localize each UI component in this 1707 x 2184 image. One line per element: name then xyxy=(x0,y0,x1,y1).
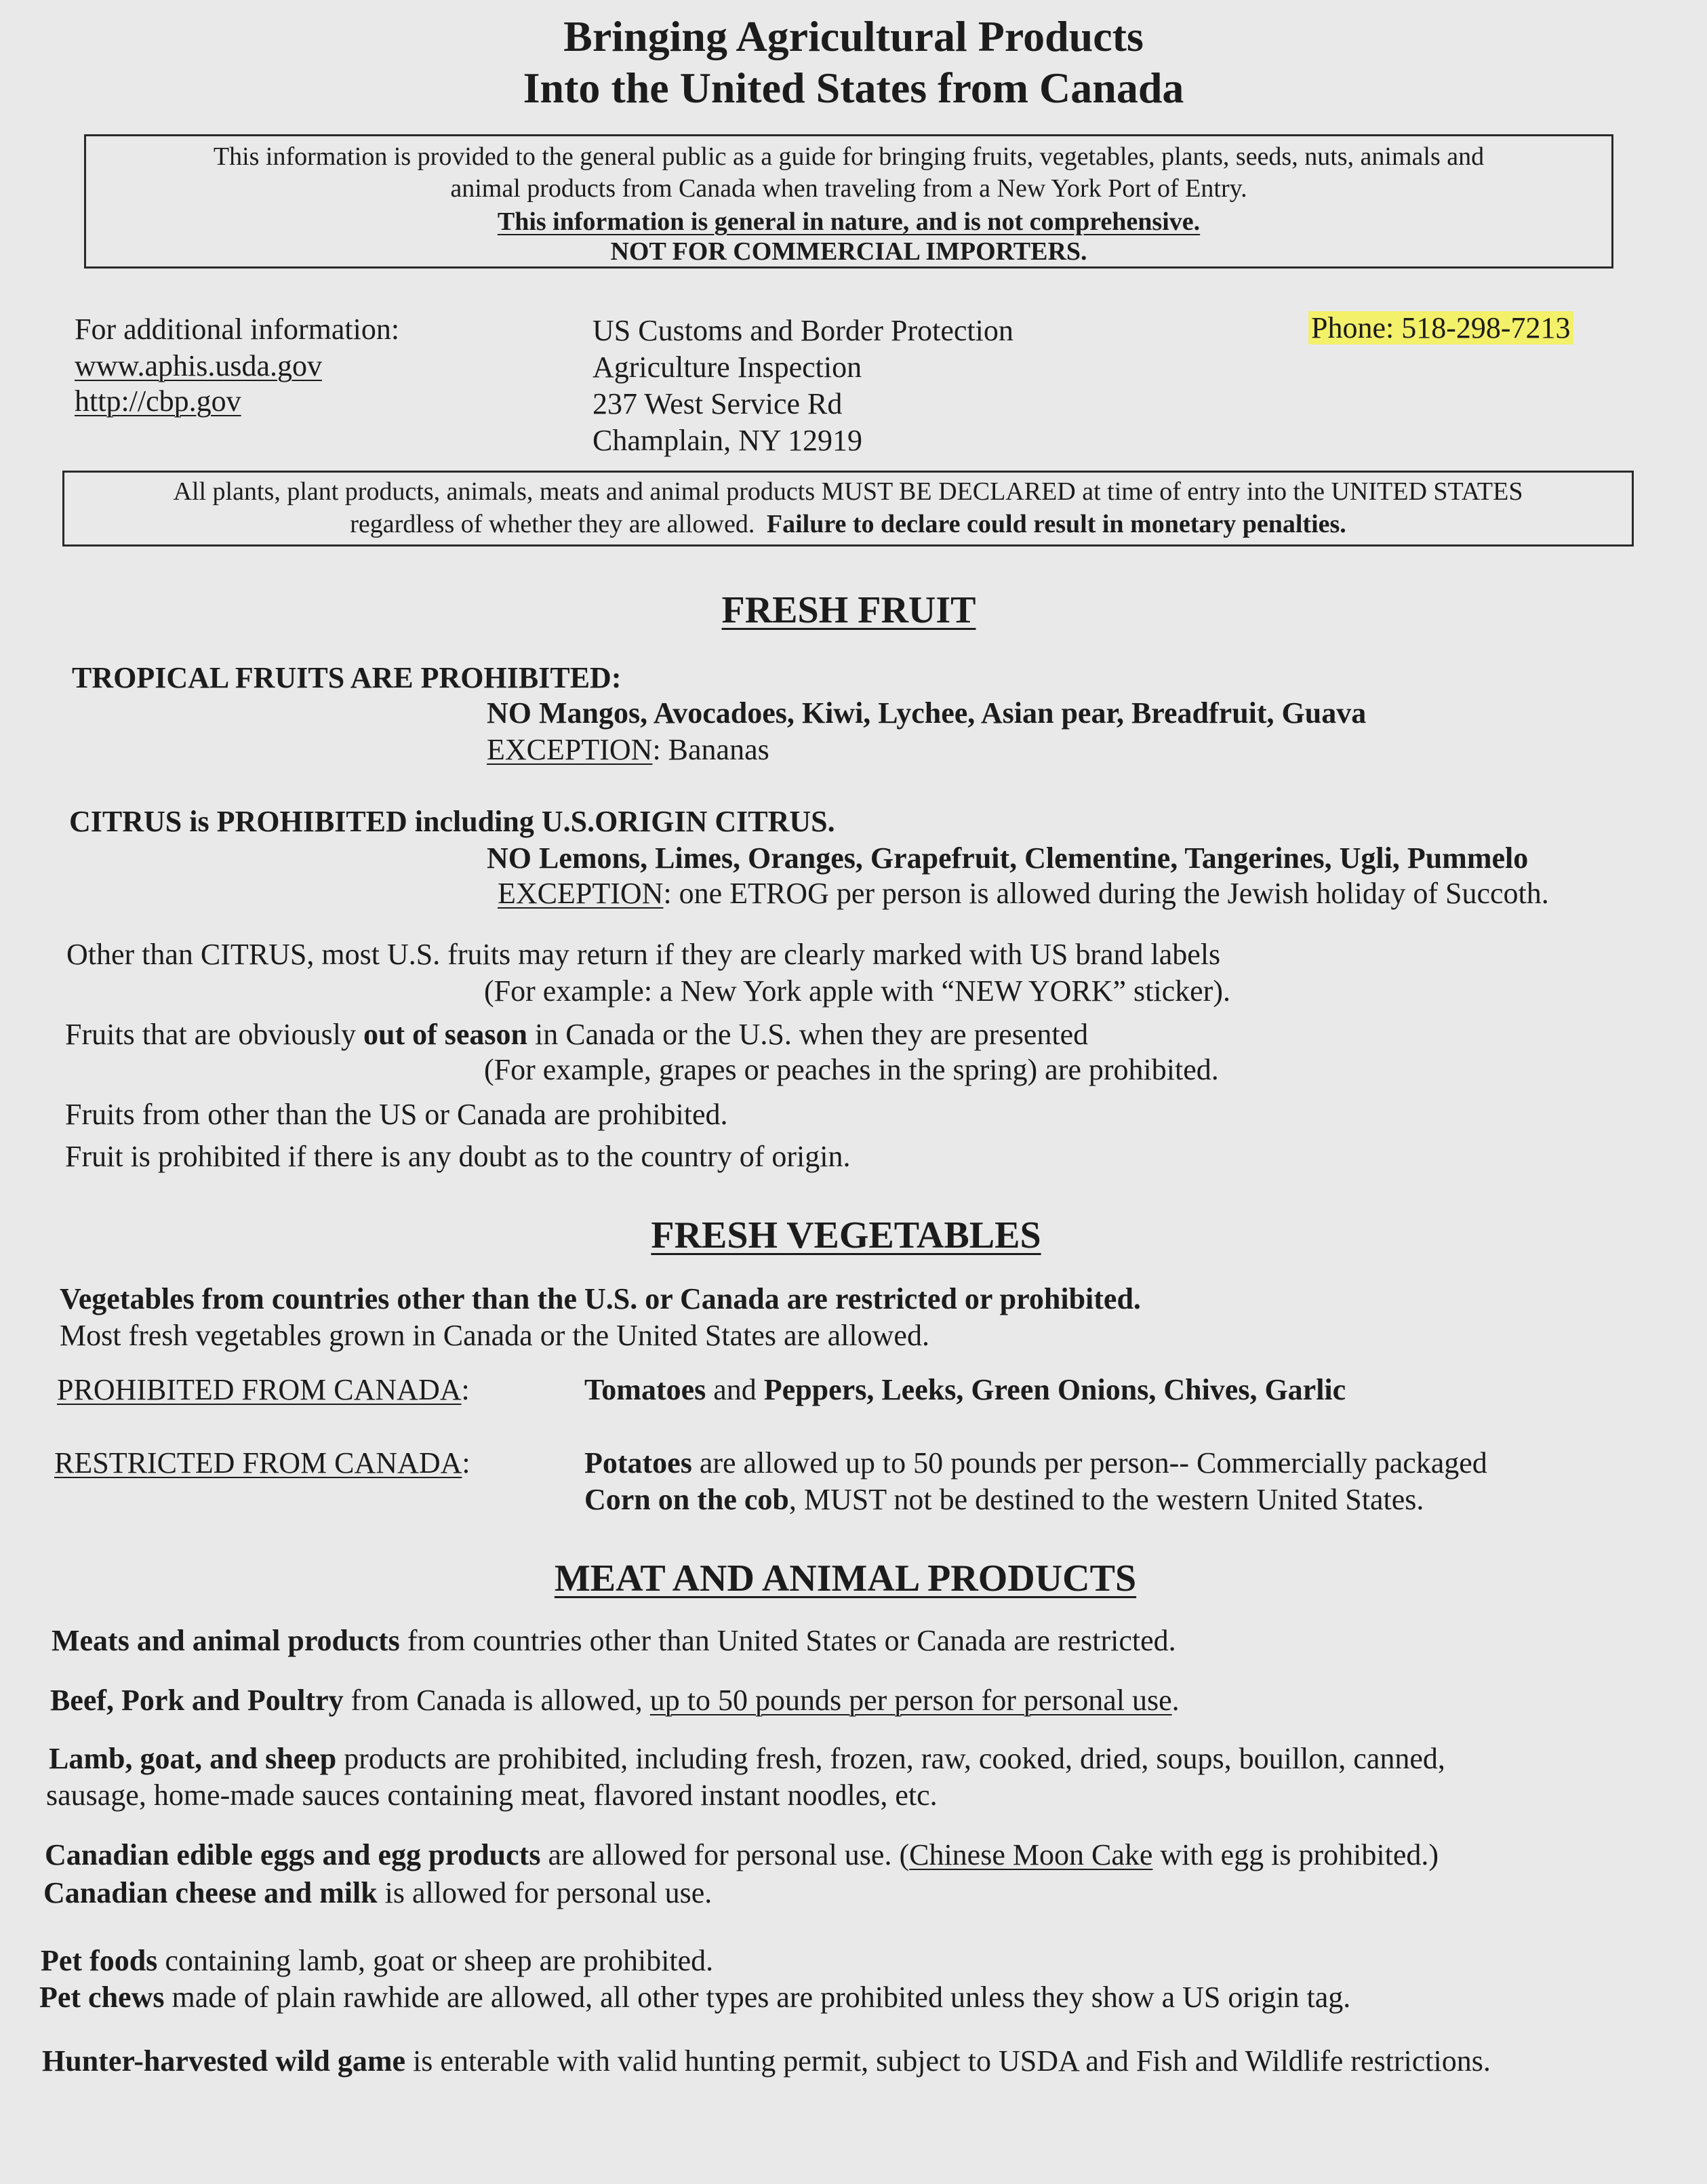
meat-p2-text: from Canada is allowed, xyxy=(343,1684,650,1717)
potatoes-bold: Potatoes xyxy=(584,1446,692,1480)
meat-p4-text: are allowed for personal use. ( xyxy=(540,1838,910,1871)
intro-box xyxy=(84,134,1613,269)
declare-penalty: Failure to declare could result in monetary penalties. xyxy=(766,510,1346,538)
meat-p7-text: made of plain rawhide are allowed, all other types are prohibited unless they show a US origin tag. xyxy=(164,1981,1351,2014)
meat-p5-text: is allowed for personal use. xyxy=(377,1876,712,1909)
prohibited-and: and xyxy=(706,1373,764,1406)
meat-p2-limit: up to 50 pounds per person for personal use xyxy=(649,1684,1172,1717)
restricted-label: RESTRICTED FROM CANADA xyxy=(54,1446,462,1480)
title-line-1: Bringing Agricultural Products xyxy=(563,12,1144,60)
us-fruit-line-2: (For example: a New York apple with “NEW YORK” sticker). xyxy=(484,974,1230,1008)
more-info-label: For additional information: xyxy=(75,313,400,346)
intro-line-2: animal products from Canada when traveling from a New York Port of Entry. xyxy=(450,174,1247,203)
meat-p5-bold: Canadian cheese and milk xyxy=(43,1876,378,1909)
phone-number: Phone: 518-298-7213 xyxy=(1308,311,1573,344)
meat-p4-end: with egg is prohibited.) xyxy=(1152,1838,1439,1871)
meat-heading: MEAT AND ANIMAL PRODUCTS xyxy=(554,1557,1137,1600)
address-line-4: Champlain, NY 12919 xyxy=(593,424,862,457)
meat-p8-bold: Hunter-harvested wild game xyxy=(42,2044,406,2078)
restricted-colon: : xyxy=(462,1446,470,1480)
address-line-2: Agriculture Inspection xyxy=(593,351,862,384)
prohibited-list: Peppers, Leeks, Green Onions, Chives, Garlic xyxy=(763,1373,1346,1406)
tropical-list: NO Mangos, Avocadoes, Kiwi, Lychee, Asian pear, Breadfruit, Guava xyxy=(487,696,1367,730)
tropical-exception-label: EXCEPTION xyxy=(487,733,653,766)
prohibited-label: PROHIBITED FROM CANADA xyxy=(57,1373,462,1406)
potatoes-text: are allowed up to 50 pounds per person-- Commercially packaged xyxy=(691,1446,1487,1480)
address-line-1: US Customs and Border Protection xyxy=(593,314,1013,347)
fresh-fruit-heading: FRESH FRUIT xyxy=(721,589,976,631)
meat-p6-bold: Pet foods xyxy=(41,1944,158,1977)
aphis-link[interactable]: www.aphis.usda.gov xyxy=(75,349,322,382)
season-bold: out of season xyxy=(363,1018,527,1051)
tropical-title: TROPICAL FRUITS ARE PROHIBITED: xyxy=(72,661,622,694)
fresh-vegetables-heading: FRESH VEGETABLES xyxy=(651,1214,1041,1256)
declare-box xyxy=(62,471,1634,547)
citrus-list: NO Lemons, Limes, Oranges, Grapefruit, Clementine, Tangerines, Ugli, Pummelo xyxy=(487,841,1529,875)
us-fruit-line-1: Other than CITRUS, most U.S. fruits may return if they are clearly marked with US brand labels xyxy=(66,938,1221,971)
meat-p7-bold: Pet chews xyxy=(39,1981,165,2014)
doubt-line: Fruit is prohibited if there is any doubt as to the country of origin. xyxy=(65,1140,851,1173)
citrus-exception-label: EXCEPTION xyxy=(498,877,664,910)
prohibited-colon: : xyxy=(461,1373,470,1406)
corn-bold: Corn on the cob xyxy=(584,1483,789,1516)
meat-p6-text: containing lamb, goat or sheep are prohibited. xyxy=(157,1944,714,1977)
meat-p2-bold: Beef, Pork and Poultry xyxy=(50,1684,344,1717)
title-line-2: Into the United States from Canada xyxy=(523,64,1184,112)
declare-line-2: regardless of whether they are allowed. xyxy=(350,510,755,538)
cbp-link[interactable]: http://cbp.gov xyxy=(75,384,241,418)
season-post: in Canada or the U.S. when they are presented xyxy=(527,1018,1089,1051)
season-line-2: (For example, grapes or peaches in the spring) are prohibited. xyxy=(484,1053,1219,1086)
meat-p1-text: from countries other than United States or Canada are restricted. xyxy=(399,1624,1176,1657)
meat-p1-bold: Meats and animal products xyxy=(52,1624,400,1657)
veg-allowed-line: Most fresh vegetables grown in Canada or the United States are allowed. xyxy=(60,1319,929,1352)
meat-p3-text: products are prohibited, including fresh, frozen, raw, cooked, dried, soups, bouillon, canned, xyxy=(336,1742,1445,1775)
meat-p4-bold: Canadian edible eggs and egg products xyxy=(45,1838,541,1871)
tropical-exception-text: : Bananas xyxy=(652,733,769,766)
season-pre: Fruits that are obviously xyxy=(65,1018,363,1051)
citrus-title: CITRUS is PROHIBITED including U.S.ORIGIN CITRUS. xyxy=(69,805,835,838)
address-line-3: 237 West Service Rd xyxy=(593,387,843,420)
corn-text: , MUST not be destined to the western United States. xyxy=(788,1483,1424,1516)
other-country-line: Fruits from other than the US or Canada are prohibited. xyxy=(65,1098,728,1131)
veg-restricted-line: Vegetables from countries other than the U.S. or Canada are restricted or prohibited. xyxy=(60,1282,1141,1315)
meat-p4-mooncake: Chinese Moon Cake xyxy=(909,1838,1153,1871)
meat-p3-bold: Lamb, goat, and sheep xyxy=(49,1742,337,1775)
meat-p8-text: is enterable with valid hunting permit, subject to USDA and Fish and Wildlife restrictions. xyxy=(405,2044,1491,2078)
prohibited-tomatoes: Tomatoes xyxy=(584,1373,706,1406)
intro-line-3: This information is general in nature, and is not comprehensive. xyxy=(497,207,1201,236)
declare-line-1: All plants, plant products, animals, meats and animal products MUST BE DECLARED at time of entry into the UNITED STATES xyxy=(173,477,1523,506)
intro-line-4: NOT FOR COMMERCIAL IMPORTERS. xyxy=(610,237,1087,266)
citrus-exception-text: : one ETROG per person is allowed during the Jewish holiday of Succoth. xyxy=(663,877,1549,910)
meat-p2-end: . xyxy=(1171,1684,1180,1717)
meat-p3-line-2: sausage, home-made sauces containing meat, flavored instant noodles, etc. xyxy=(46,1779,938,1812)
intro-line-1: This information is provided to the general public as a guide for bringing fruits, vegetables, plants, seeds, nuts, animals and xyxy=(213,142,1485,171)
